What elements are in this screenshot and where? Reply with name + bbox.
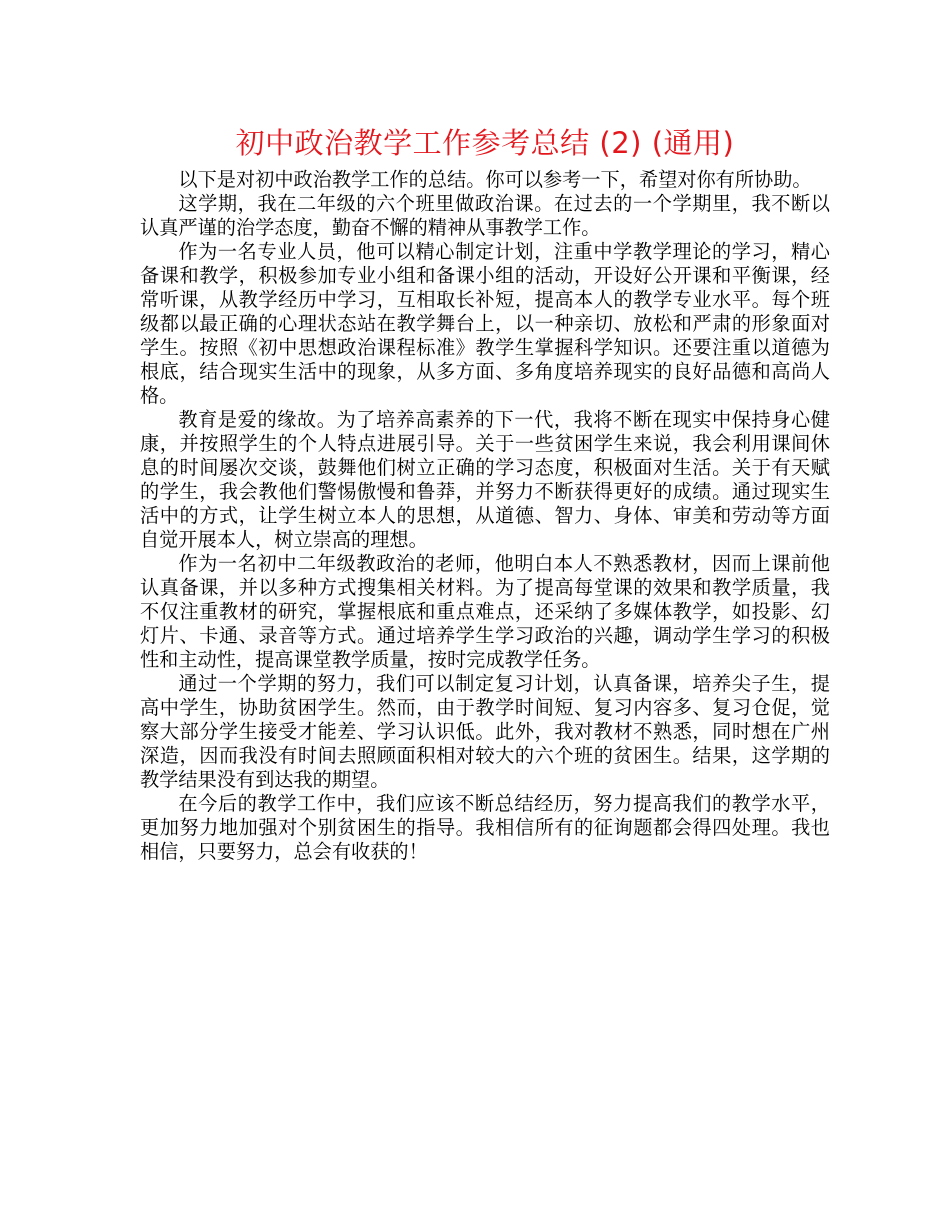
body-paragraph-effort: 通过一个学期的努力，我们可以制定复习计划，认真备课，培养尖子生，提高中学生，协助贫困学生。然而，由于教学时间短、复习内容多、复习仓促，觉察大部分学生接受才能差、学习认识低。此外，我对教材不熟悉，同时想在广州深造，因而我没有时间去照顾面积相对较大的六个班的贫困生。结果，这学期的教学结果没有到达我的期望。 <box>140 672 830 791</box>
document-page <box>140 118 830 864</box>
body-paragraph-semester: 这学期，我在二年级的六个班里做政治课。在过去的一个学期里，我不断以认真严谨的治学态度，勤奋不懈的精神从事教学工作。 <box>140 192 830 239</box>
body-paragraph-intro: 以下是对初中政治教学工作的总结。你可以参考一下，希望对你有所协助。 <box>178 168 812 191</box>
document-title: 初中政治教学工作参考总结 (2) (通用) <box>235 126 735 160</box>
body-paragraph-teacher: 作为一名初中二年级教政治的老师，他明白本人不熟悉教材，因而上课前他认真备课，并以多种方式搜集相关材料。为了提高每堂课的效果和教学质量，我不仅注重教材的研究，掌握根底和重点难点，还采纳了多媒体教学，如投影、幻灯片、卡通、录音等方式。通过培养学生学习政治的兴趣，调动学生学习的积极性和主动性，提高课堂教学质量，按时完成教学任务。 <box>140 552 830 671</box>
body-paragraph-professional: 作为一名专业人员，他可以精心制定计划，注重中学教学理论的学习，精心备课和教学，积极参加专业小组和备课小组的活动，开设好公开课和平衡课，经常听课，从教学经历中学习，互相取长补短，提高本人的教学专业水平。每个班级都以最正确的心理状态站在教学舞台上，以一种亲切、放松和严肃的形象面对学生。按照《初中思想政治课程标准》教学生掌握科学知识。还要注重以道德为根底，结合现实生活中的现象，从多方面、多角度培养现实的良好品德和高尚人格。 <box>140 240 830 407</box>
body-paragraph-future: 在今后的教学工作中，我们应该不断总结经历，努力提高我们的教学水平，更加努力地加强对个别贫困生的指导。我相信所有的征询题都会得四处理。我也相信，只要努力，总会有收获的！ <box>140 792 830 863</box>
body-paragraph-education: 教育是爱的缘故。为了培养高素养的下一代，我将不断在现实中保持身心健康，并按照学生的个人特点进展引导。关于一些贫困学生来说，我会利用课间休息的时间屡次交谈，鼓舞他们树立正确的学习态度，积极面对生活。关于有天赋的学生，我会教他们警惕傲慢和鲁莽，并努力不断获得更好的成绩。通过现实生活中的方式，让学生树立本人的思想，从道德、智力、身体、审美和劳动等方面自觉开展本人，树立崇高的理想。 <box>140 408 830 551</box>
